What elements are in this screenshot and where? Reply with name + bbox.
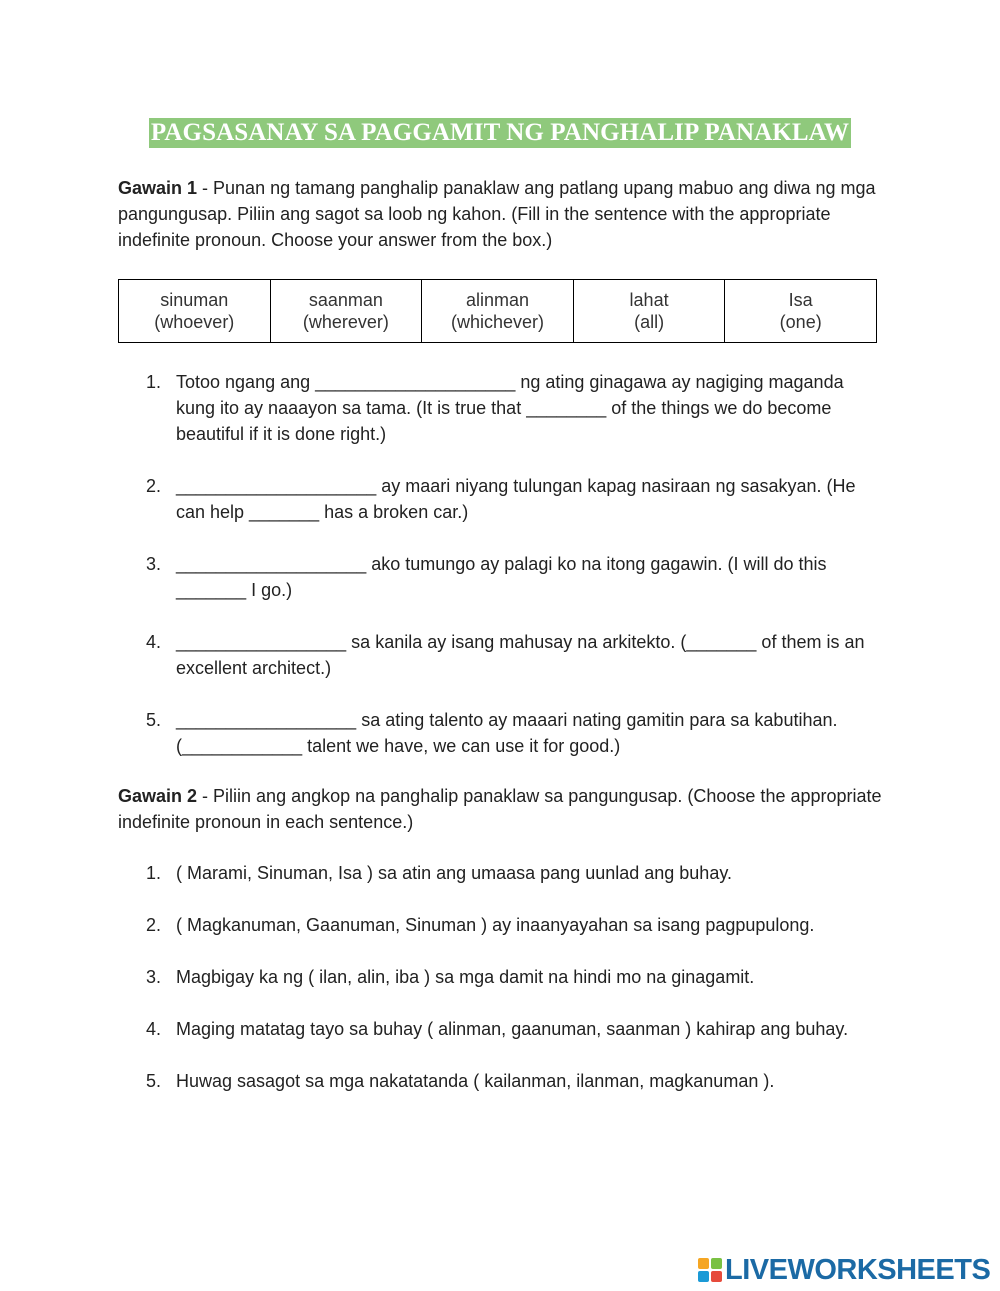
list-item [146,964,886,990]
item-text: ( Marami, Sinuman, Isa ) sa atin ang umaasa pang uunlad ang buhay. [176,863,732,883]
list-item [146,707,886,759]
gawain-1-label: Gawain 1 [118,178,198,198]
list-item [146,473,886,525]
item-text: ___________________ ako tumungo ay palagi ko na itong gagawin. (I will do this _______ I go.) [176,554,827,600]
word-box-cell [119,280,271,343]
logo-square-icon [711,1258,722,1269]
word-option: lahat [629,290,669,310]
item-number: 4. [146,1019,162,1039]
gawain-2-instruction-text: - Piliin ang angkop na panghalip panaklaw sa pangungusap. (Choose the appropriate indefinite pronoun in each sentence.) [118,786,882,832]
item-number: 5. [146,710,162,730]
liveworksheets-logo [698,1254,990,1286]
item-number: 2. [146,915,162,935]
word-box-cell [573,280,725,343]
liveworksheets-logo-icon [698,1258,722,1282]
item-text: __________________ sa ating talento ay maaari nating gamitin para sa kabutihan. (____________ talent we have, we can use it for good.) [176,710,838,756]
item-number: 1. [146,372,162,392]
item-text: Huwag sasagot sa mga nakatatanda ( kailanman, ilanman, magkanuman ). [176,1071,775,1091]
item-text: Magbigay ka ng ( ilan, alin, iba ) sa mga damit na hindi mo na ginagamit. [176,967,755,987]
word-box-cell [422,280,574,343]
item-number: 3. [146,967,162,987]
list-item [146,1068,886,1094]
gawain-1-instruction-text: - Punan ng tamang panghalip panaklaw ang patlang upang mabuo ang diwa ng mga pangungusap. Piliin ang sagot sa loob ng kahon. (Fill in the sentence with the appropriate indefinite pronoun. Choose your answer from the box.) [118,178,876,250]
list-item [146,912,886,938]
item-number: 2. [146,476,162,496]
list-item [146,860,886,886]
word-translation: (whichever) [450,312,544,332]
logo-square-icon [711,1271,722,1282]
gawain-2-label: Gawain 2 [118,786,198,806]
item-text: ( Magkanuman, Gaanuman, Sinuman ) ay inaanyayahan sa isang pagpupulong. [176,915,815,935]
logo-text: LIVEWORKSHEETS [725,1253,991,1286]
word-box [118,279,877,343]
word-option: alinman [465,290,529,310]
item-number: 4. [146,632,162,652]
item-text: _________________ sa kanila ay isang mahusay na arkitekto. (_______ of them is an excellent architect.) [176,632,865,678]
gawain-2-instructions [118,783,888,835]
item-text: Maging matatag tayo sa buhay ( alinman, gaanuman, saanman ) kahirap ang buhay. [176,1019,849,1039]
word-translation: (wherever) [302,312,389,332]
list-item [146,1016,886,1042]
word-option: Isa [788,290,813,310]
list-item [146,369,886,447]
word-box-cell [270,280,422,343]
item-number: 1. [146,863,162,883]
item-number: 3. [146,554,162,574]
list-item [146,551,886,603]
list-item [146,629,886,681]
gawain-1-instructions [118,175,888,253]
gawain-2-list [146,860,886,1120]
item-number: 5. [146,1071,162,1091]
logo-square-icon [698,1258,709,1269]
logo-square-icon [698,1271,709,1282]
word-translation: (all) [634,312,665,332]
word-translation: (whoever) [154,312,235,332]
title-wrapper [0,118,1000,148]
word-translation: (one) [779,312,822,332]
item-text: ____________________ ay maari niyang tulungan kapag nasiraan ng sasakyan. (He can help _______ has a broken car.) [176,476,856,522]
word-box-cell [725,280,877,343]
word-option: sinuman [160,290,229,310]
item-text: Totoo ngang ang ____________________ ng ating ginagawa ay nagiging maganda kung ito ay naaayon sa tama. (It is true that ________ of the things we do become beautiful if it is done right.) [176,372,844,444]
page-title: PAGSASANAY SA PAGGAMIT NG PANGHALIP PANAKLAW [150,119,850,146]
word-option: saanman [308,290,383,310]
gawain-1-list [146,369,886,785]
